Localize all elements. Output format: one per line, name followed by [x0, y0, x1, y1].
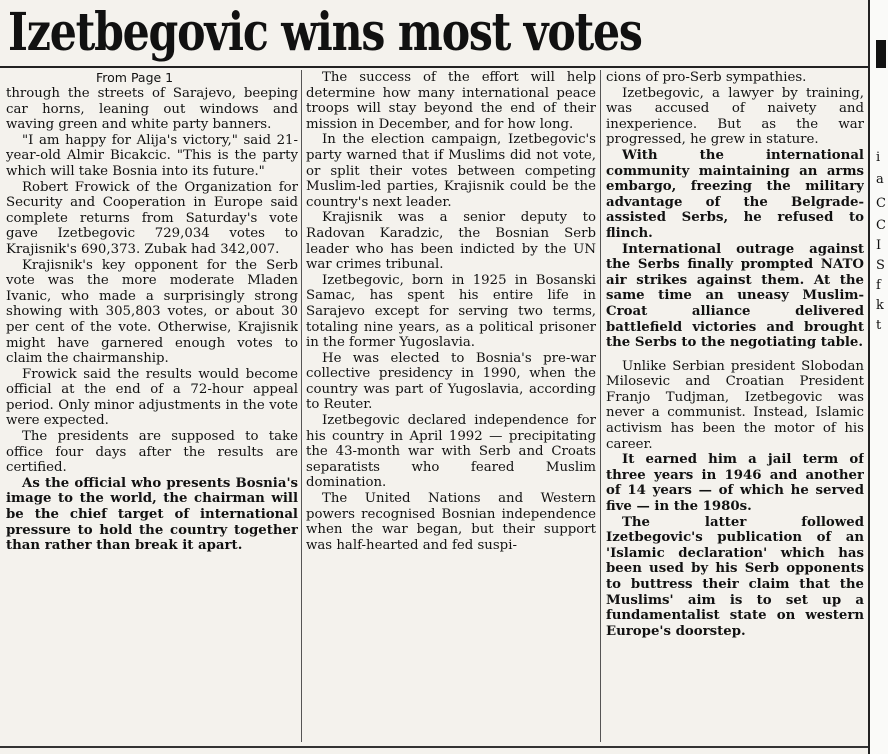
article-paragraph: "I am happy for Alija's victory," said 21-year-old Almir Bicakcic. "This is the party which will take Bosnia into its future."	[6, 132, 298, 179]
article-paragraph: The United Nations and Western powers recognised Bosnian independence when the war began, but their support was half-hearted and fed suspi-	[306, 491, 596, 553]
article-paragraph: Krajisnik's key opponent for the Serb vote was the more moderate Mladen Ivanic, who made a surprisingly strong showing with 305,803 votes, or about 30 per cent of the vote. Otherwise, Krajisnik might have garnered enough votes to claim the chairmanship.	[6, 257, 298, 367]
adjacent-text-fragment: i	[876, 150, 881, 165]
article-paragraph: Unlike Serbian president Slobodan Milosevic and Croatian President Franjo Tudjman, Izetbegovic was never a communist. Instead, Islamic activism has been the motor of his career.	[606, 358, 864, 452]
adjacent-headline-fragment	[876, 40, 886, 68]
adjacent-text-fragment: C	[876, 196, 886, 211]
article-paragraph: The latter followed Izetbegovic's publication of an 'Islamic declaration' which has been used by his Serb opponents to buttress their claim that the Muslims' aim is to set up a fundamentalist state on western Europe's doorstep.	[606, 514, 864, 639]
article-column-2	[306, 70, 596, 553]
article-paragraph: Frowick said the results would become official at the end of a 72-hour appeal period. Only minor adjustments in the vote were expected.	[6, 366, 298, 429]
adjacent-text-fragment: k	[876, 298, 884, 313]
adjacent-article-edge	[868, 0, 888, 754]
article-paragraph: Izetbegovic, a lawyer by training, was accused of naivety and inexperience. But as the war progressed, he grew in stature.	[606, 85, 864, 148]
adjacent-text-fragment: f	[876, 278, 881, 293]
article-column-1	[6, 70, 298, 554]
adjacent-text-fragment: C	[876, 218, 886, 233]
article-paragraph: Izetbegovic, born in 1925 in Bosanski Samac, has spent his entire life in Sarajevo except for serving two terms, totaling nine years, as a political prisoner in the former Yugoslavia.	[306, 272, 596, 351]
article-paragraph: International outrage against the Serbs finally prompted NATO air strikes against them. At the same time an uneasy Muslim-Croat alliance delivered battlefield victories and brought the Serbs to the negotiating table.	[606, 241, 864, 351]
article-paragraph: In the election campaign, Izetbegovic's party warned that if Muslims did not vote, or split their votes between competing Muslim-led parties, Krajisnik could be the country's next leader.	[306, 132, 596, 210]
adjacent-text-fragment: t	[876, 318, 882, 333]
article-paragraph: The success of the effort will help determine how many international peace troops will stay beyond the end of their mission in December, and for how long.	[306, 70, 596, 132]
column-divider-1	[301, 70, 302, 742]
article-paragraph: Krajisnik was a senior deputy to Radovan Karadzic, the Bosnian Serb leader who has been indicted by the UN war crimes tribunal.	[306, 210, 596, 273]
article-column-3	[606, 70, 864, 639]
headline: Izetbegovic wins most votes	[8, 2, 642, 63]
headline-rule	[0, 66, 880, 68]
adjacent-text-fragment: a	[876, 172, 884, 187]
article-paragraph: Robert Frowick of the Organization for Security and Cooperation in Europe said complete returns from Saturday's vote gave Izetbegovic 729,034 votes to Krajisnik's 690,373. Zubak had 342,007.	[6, 179, 298, 257]
article-paragraph: It earned him a jail term of three years in 1946 and another of 14 years — of which he served five — in the 1980s.	[606, 452, 864, 515]
column-divider-2	[600, 70, 601, 742]
article-paragraph: through the streets of Sarajevo, beeping car horns, leaning out windows and waving green and white party banners.	[6, 86, 298, 133]
article-paragraph: cions of pro-Serb sympathies.	[606, 70, 807, 85]
adjacent-text-fragment: S	[876, 258, 885, 273]
article-paragraph: He was elected to Bosnia's pre-war collective presidency in 1990, when the country was part of Yugoslavia, according to Reuter.	[306, 350, 596, 413]
dateline: From Page 1	[96, 70, 174, 85]
article-paragraph: With the international community maintaining an arms embargo, freezing the military advantage of the Belgrade-assisted Serbs, he refused to flinch.	[606, 147, 864, 241]
bottom-rule	[0, 746, 868, 748]
article-paragraph: As the official who presents Bosnia's image to the world, the chairman will be the chief target of international pressure to hold the country together than rather than break it apart.	[6, 475, 298, 554]
article-paragraph: Izetbegovic declared independence for his country in April 1992 — precipitating the 43-month war with Serb and Croats separatists who feared Muslim domination.	[306, 413, 596, 491]
article-paragraph: The presidents are supposed to take office four days after the results are certified.	[6, 429, 298, 476]
adjacent-text-fragment: I	[876, 238, 882, 253]
